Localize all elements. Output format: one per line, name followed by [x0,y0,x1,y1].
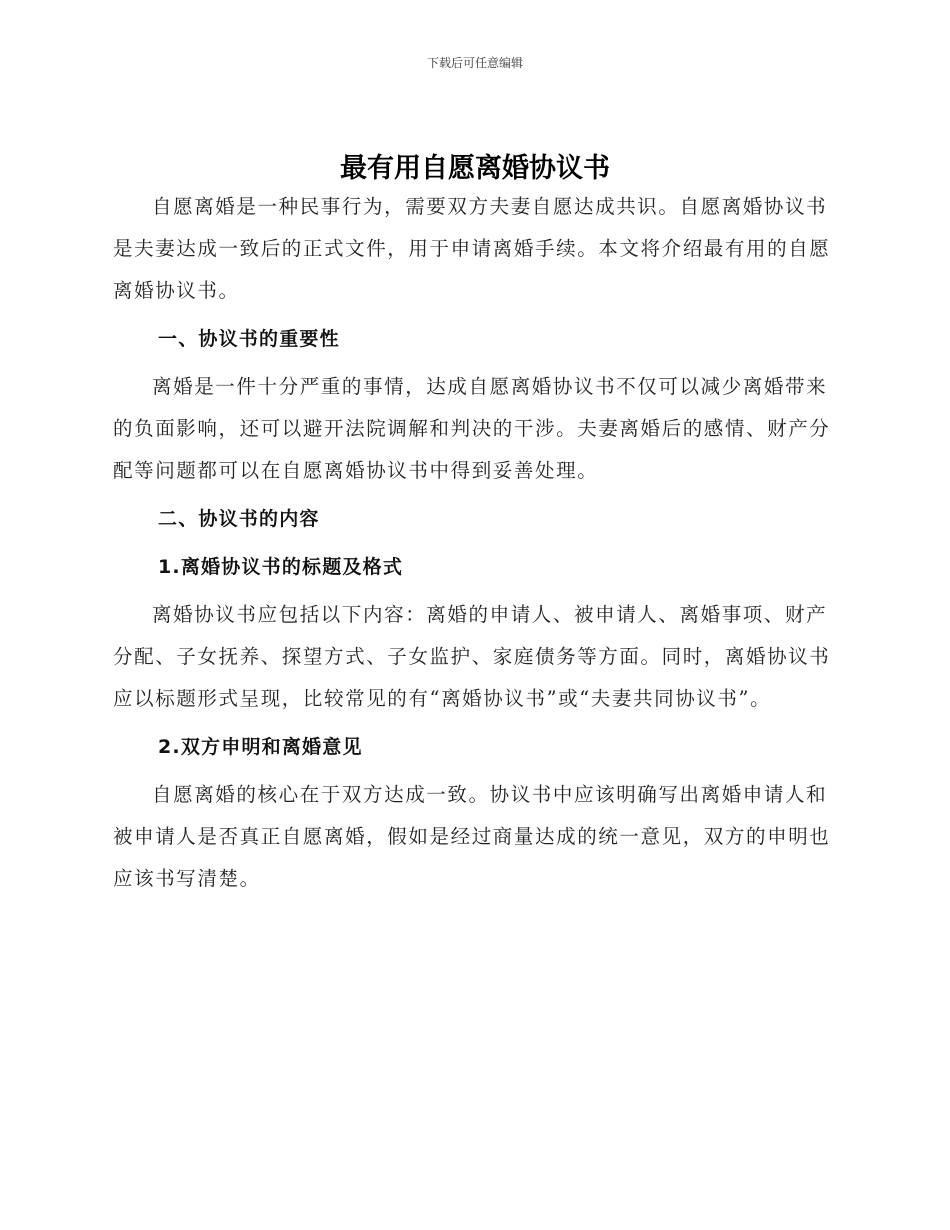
subsection-heading-declaration: 2.双方申明和离婚意见 [158,736,363,758]
subsection-body-title-format: 离婚协议书应包括以下内容：离婚的申请人、被申请人、离婚事项、财产分配、子女抚养、探望方式、子女监护、家庭债务等方面。同时，离婚协议书应以标题形式呈现，比较常见的有“离婚协议书”或“夫妻共同协议书”。 [113,603,831,710]
page-header-note: 下载后可任意编辑 [426,56,523,70]
subsection-heading-title-format: 1.离婚协议书的标题及格式 [158,556,404,578]
document-body [113,186,833,900]
section-heading-content: 二、协议书的内容 [158,508,320,530]
subsection-body-declaration: 自愿离婚的核心在于双方达成一致。协议书中应该明确写出离婚申请人和被申请人是否真正自愿离婚，假如是经过商量达成的统一意见，双方的申明也应该书写清楚。 [113,783,831,890]
section-body-importance: 离婚是一件十分严重的事情，达成自愿离婚协议书不仅可以减少离婚带来的负面影响，还可以避开法院调解和判决的干涉。夫妻离婚后的感情、财产分配等问题都可以在自愿离婚协议书中得到妥善处理。 [113,375,831,482]
document-title: 最有用自愿离婚协议书 [340,153,610,184]
section-heading-importance: 一、协议书的重要性 [158,328,340,350]
intro-paragraph: 自愿离婚是一种民事行为，需要双方夫妻自愿达成共识。自愿离婚协议书是夫妻达成一致后的正式文件，用于申请离婚手续。本文将介绍最有用的自愿离婚协议书。 [113,195,831,302]
